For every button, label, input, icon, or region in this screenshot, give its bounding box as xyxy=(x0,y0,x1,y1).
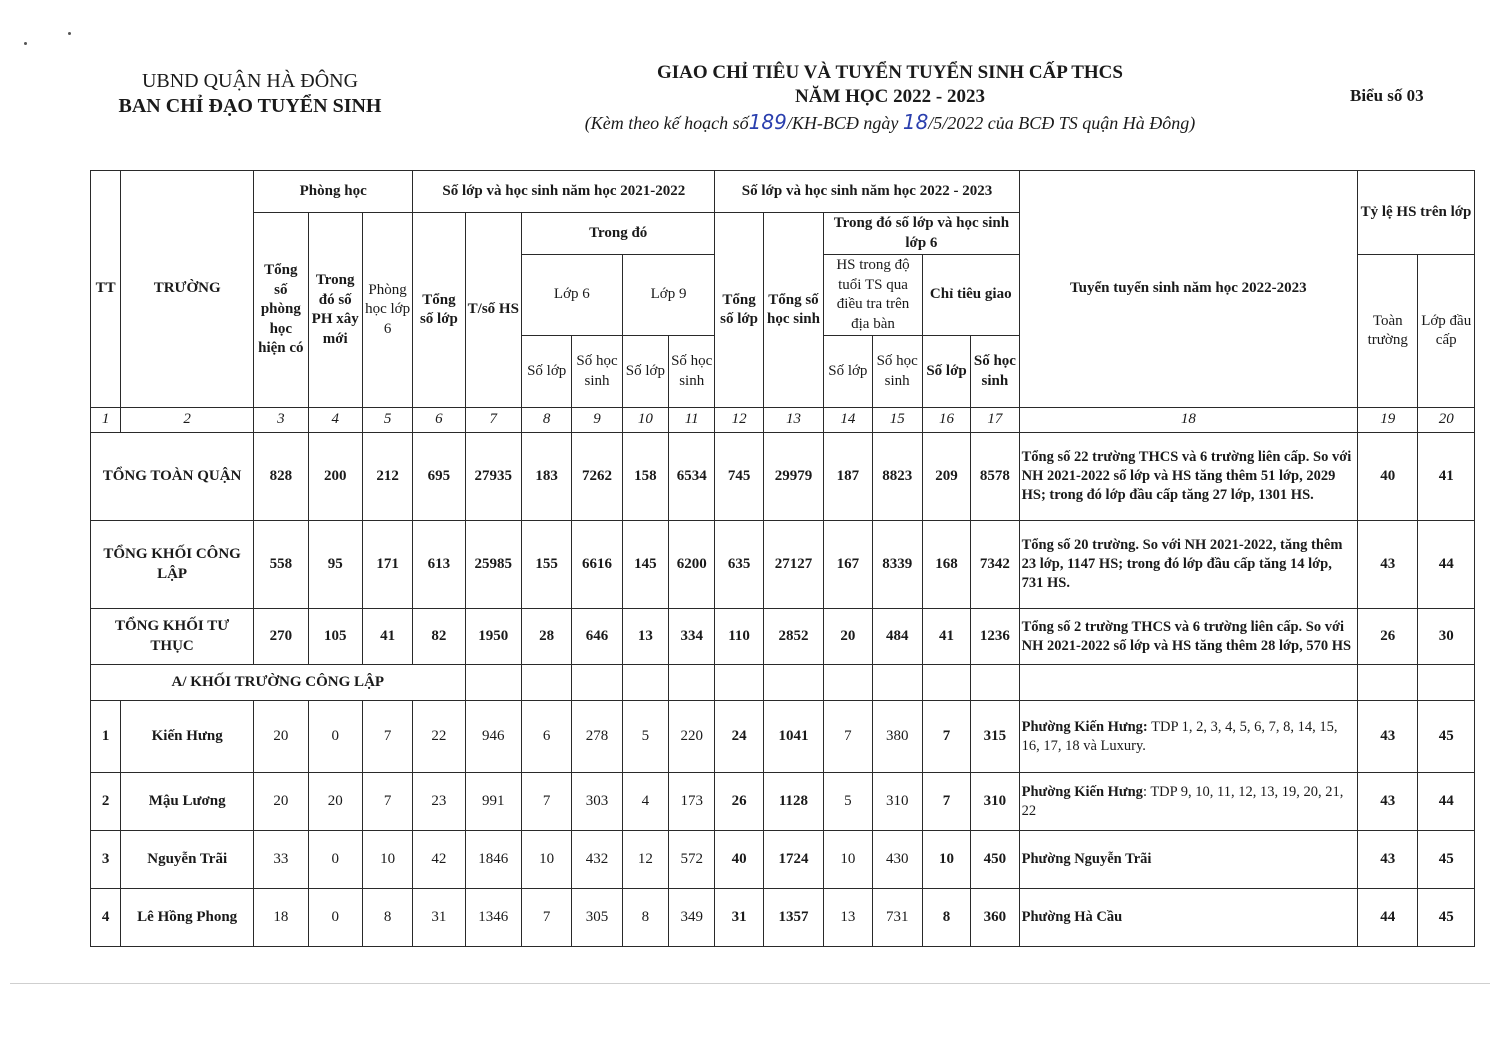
total-value: 171 xyxy=(362,521,412,609)
ratio-value: 45 xyxy=(1418,889,1475,947)
school-value: 1041 xyxy=(763,701,823,773)
title-line-2: NĂM HỌC 2022 - 2023 xyxy=(795,86,985,107)
total-value: 13 xyxy=(622,609,668,665)
total-row xyxy=(91,521,1475,609)
ratio-value: 41 xyxy=(1418,433,1475,521)
ratio-value: 45 xyxy=(1418,701,1475,773)
header-toan-truong: Toàn trường xyxy=(1358,255,1418,408)
header-chi-tieu-giao: Chỉ tiêu giao xyxy=(922,255,1019,336)
school-value: 1346 xyxy=(465,889,521,947)
column-number: 13 xyxy=(763,408,823,433)
header-tong-so-hoc-sinh: Tổng số học sinh xyxy=(763,213,823,408)
header-so-lop: Số lớp xyxy=(824,336,872,408)
total-row xyxy=(91,609,1475,665)
school-name: Lê Hồng Phong xyxy=(121,889,254,947)
school-value: 315 xyxy=(971,701,1019,773)
school-value: 220 xyxy=(669,701,715,773)
school-value: 26 xyxy=(715,773,763,831)
total-value: 6200 xyxy=(669,521,715,609)
school-row xyxy=(91,889,1475,947)
school-value: 8 xyxy=(622,889,668,947)
admission-area xyxy=(1019,831,1357,889)
total-value: 20 xyxy=(824,609,872,665)
total-value: 167 xyxy=(824,521,872,609)
empty-cell xyxy=(922,665,970,701)
school-value: 12 xyxy=(622,831,668,889)
header-lop9: Lớp 9 xyxy=(622,255,715,336)
empty-cell xyxy=(622,665,668,701)
section-title: A/ KHỐI TRƯỜNG CÔNG LẬP xyxy=(91,665,466,701)
header-phong-hoc-lop6: Phòng học lớp 6 xyxy=(362,213,412,408)
school-value: 1724 xyxy=(763,831,823,889)
school-value: 7 xyxy=(522,773,572,831)
total-value: 613 xyxy=(413,521,465,609)
scan-speck xyxy=(24,42,27,45)
school-value: 10 xyxy=(362,831,412,889)
total-value: 145 xyxy=(622,521,668,609)
school-value: 0 xyxy=(308,889,362,947)
school-value: 42 xyxy=(413,831,465,889)
header-tong-so-lop: Tổng số lớp xyxy=(413,213,465,408)
header-so-hoc-sinh: Số học sinh xyxy=(971,336,1019,408)
header-trong-do-lop6: Trong đó số lớp và học sinh lớp 6 xyxy=(824,213,1019,255)
total-value: 183 xyxy=(522,433,572,521)
scan-speck xyxy=(68,32,71,35)
school-value: 432 xyxy=(572,831,622,889)
total-value: 558 xyxy=(254,521,308,609)
column-number: 5 xyxy=(362,408,412,433)
subtitle-pre: (Kèm theo kế hoạch số xyxy=(584,113,749,133)
ratio-value: 26 xyxy=(1358,609,1418,665)
school-value: 349 xyxy=(669,889,715,947)
school-index: 3 xyxy=(91,831,121,889)
title-line-1: GIAO CHỈ TIÊU VÀ TUYỂN TUYỂN SINH CẤP THCS xyxy=(657,62,1123,83)
school-value: 303 xyxy=(572,773,622,831)
total-value: 8578 xyxy=(971,433,1019,521)
empty-cell xyxy=(465,665,521,701)
total-value: 95 xyxy=(308,521,362,609)
school-value: 20 xyxy=(254,773,308,831)
ratio-value: 44 xyxy=(1418,521,1475,609)
total-value: 209 xyxy=(922,433,970,521)
column-number: 11 xyxy=(669,408,715,433)
school-index: 2 xyxy=(91,773,121,831)
total-row xyxy=(91,433,1475,521)
area-ward: Phường Kiến Hưng xyxy=(1021,783,1143,800)
school-value: 450 xyxy=(971,831,1019,889)
header-tong-so-lop-2223: Tổng số lớp xyxy=(715,213,763,408)
total-value: 8339 xyxy=(872,521,922,609)
school-value: 6 xyxy=(522,701,572,773)
ratio-value: 43 xyxy=(1358,701,1418,773)
column-number: 4 xyxy=(308,408,362,433)
school-value: 20 xyxy=(308,773,362,831)
school-value: 572 xyxy=(669,831,715,889)
column-number: 16 xyxy=(922,408,970,433)
total-value: 28 xyxy=(522,609,572,665)
column-number: 17 xyxy=(971,408,1019,433)
header-tt: TT xyxy=(91,171,121,408)
total-value: 29979 xyxy=(763,433,823,521)
header-tuyen-sinh: Tuyển tuyển sinh năm học 2022-2023 xyxy=(1019,171,1357,408)
ratio-value: 43 xyxy=(1358,773,1418,831)
column-number: 19 xyxy=(1358,408,1418,433)
area-ward: Phường Nguyễn Trãi xyxy=(1021,851,1152,868)
form-number: Biểu số 03 xyxy=(1350,86,1424,105)
school-value: 22 xyxy=(413,701,465,773)
header-nh-2021-2022: Số lớp và học sinh năm học 2021-2022 xyxy=(413,171,715,213)
total-value: 828 xyxy=(254,433,308,521)
header-so-hoc-sinh: Số học sinh xyxy=(669,336,715,408)
school-value: 310 xyxy=(872,773,922,831)
ratio-value: 43 xyxy=(1358,521,1418,609)
header-lop6: Lớp 6 xyxy=(522,255,623,336)
empty-cell xyxy=(872,665,922,701)
section-row xyxy=(91,665,1475,701)
admission-note: Tổng số 22 trường THCS và 6 trường liên cấp. So với NH 2021-2022 số lớp và HS tăng thêm 51 lớp, 2029 HS; trong đó lớp đầu cấp tăng 27 lớp, 1301 HS. xyxy=(1019,433,1357,521)
header-truong: TRƯỜNG xyxy=(121,171,254,408)
empty-cell xyxy=(824,665,872,701)
school-value: 1846 xyxy=(465,831,521,889)
column-number-row xyxy=(91,408,1475,433)
total-value: 200 xyxy=(308,433,362,521)
total-value: 1950 xyxy=(465,609,521,665)
total-value: 105 xyxy=(308,609,362,665)
school-value: 31 xyxy=(413,889,465,947)
empty-cell xyxy=(763,665,823,701)
empty-cell xyxy=(572,665,622,701)
school-value: 20 xyxy=(254,701,308,773)
subtitle xyxy=(520,110,1260,134)
org-line-2: BAN CHỈ ĐẠO TUYỂN SINH xyxy=(118,95,382,117)
school-index: 4 xyxy=(91,889,121,947)
school-value: 0 xyxy=(308,831,362,889)
school-value: 4 xyxy=(622,773,668,831)
column-number: 3 xyxy=(254,408,308,433)
column-number: 1 xyxy=(91,408,121,433)
admission-area xyxy=(1019,701,1357,773)
ratio-value: 43 xyxy=(1358,831,1418,889)
school-name: Nguyễn Trãi xyxy=(121,831,254,889)
school-value: 0 xyxy=(308,701,362,773)
school-value: 31 xyxy=(715,889,763,947)
total-value: 7262 xyxy=(572,433,622,521)
table-body xyxy=(91,433,1475,947)
school-value: 7 xyxy=(362,701,412,773)
school-value: 18 xyxy=(254,889,308,947)
school-value: 173 xyxy=(669,773,715,831)
school-value: 10 xyxy=(922,831,970,889)
total-row-name: TỔNG KHỐI TƯ THỤC xyxy=(91,609,254,665)
empty-cell xyxy=(715,665,763,701)
total-value: 8823 xyxy=(872,433,922,521)
total-value: 158 xyxy=(622,433,668,521)
empty-cell xyxy=(669,665,715,701)
header-trong-do: Trong đó xyxy=(522,213,715,255)
school-value: 7 xyxy=(922,773,970,831)
total-value: 6534 xyxy=(669,433,715,521)
school-value: 8 xyxy=(922,889,970,947)
ratio-value: 44 xyxy=(1418,773,1475,831)
header-so-lop: Số lớp xyxy=(922,336,970,408)
issuing-organization xyxy=(100,70,400,118)
school-value: 380 xyxy=(872,701,922,773)
school-name: Mậu Lương xyxy=(121,773,254,831)
school-value: 310 xyxy=(971,773,1019,831)
school-value: 7 xyxy=(362,773,412,831)
school-row xyxy=(91,831,1475,889)
school-value: 731 xyxy=(872,889,922,947)
school-value: 7 xyxy=(522,889,572,947)
area-detail: TDP 1, 2, 3, 4, 5, 6, 7, 8, 14, 15, 16, 17, 18 và Luxury. xyxy=(1021,718,1338,754)
empty-cell xyxy=(1358,665,1418,701)
total-value: 635 xyxy=(715,521,763,609)
header-hs-do-tuoi: HS trong độ tuổi TS qua điều tra trên địa bàn xyxy=(824,255,923,336)
area-detail: : TDP 9, 10, 11, 12, 13, 19, 20, 21, 22 xyxy=(1021,783,1344,819)
total-value: 110 xyxy=(715,609,763,665)
column-number: 7 xyxy=(465,408,521,433)
header-so-lop: Số lớp xyxy=(522,336,572,408)
document-title xyxy=(520,62,1260,134)
school-value: 946 xyxy=(465,701,521,773)
column-number-row xyxy=(91,408,1475,433)
school-row xyxy=(91,773,1475,831)
empty-cell xyxy=(1418,665,1475,701)
admission-note: Tổng số 20 trường. So với NH 2021-2022, tăng thêm 23 lớp, 1147 HS; trong đó lớp đầu cấp tăng 14 lớp, 731 HS. xyxy=(1019,521,1357,609)
total-value: 334 xyxy=(669,609,715,665)
column-number: 14 xyxy=(824,408,872,433)
total-row-name: TỔNG TOÀN QUẬN xyxy=(91,433,254,521)
header-so-lop: Số lớp xyxy=(622,336,668,408)
header-ph-xay-moi: Trong đó số PH xây mới xyxy=(308,213,362,408)
column-number: 8 xyxy=(522,408,572,433)
school-index: 1 xyxy=(91,701,121,773)
school-value: 5 xyxy=(824,773,872,831)
column-number: 6 xyxy=(413,408,465,433)
school-value: 24 xyxy=(715,701,763,773)
admission-area xyxy=(1019,773,1357,831)
school-value: 1357 xyxy=(763,889,823,947)
school-value: 991 xyxy=(465,773,521,831)
total-value: 1236 xyxy=(971,609,1019,665)
empty-cell xyxy=(1019,665,1357,701)
column-number: 18 xyxy=(1019,408,1357,433)
empty-cell xyxy=(971,665,1019,701)
total-value: 2852 xyxy=(763,609,823,665)
total-value: 82 xyxy=(413,609,465,665)
total-value: 41 xyxy=(362,609,412,665)
school-value: 360 xyxy=(971,889,1019,947)
handwritten-day: 18 xyxy=(902,110,929,134)
area-ward: Phường Hà Cầu xyxy=(1021,909,1123,926)
total-value: 695 xyxy=(413,433,465,521)
school-value: 1128 xyxy=(763,773,823,831)
school-value: 10 xyxy=(824,831,872,889)
school-value: 23 xyxy=(413,773,465,831)
admission-area xyxy=(1019,889,1357,947)
column-number: 20 xyxy=(1418,408,1475,433)
school-row xyxy=(91,701,1475,773)
header-nh-2022-2023: Số lớp và học sinh năm học 2022 - 2023 xyxy=(715,171,1019,213)
total-value: 7342 xyxy=(971,521,1019,609)
total-value: 168 xyxy=(922,521,970,609)
total-value: 41 xyxy=(922,609,970,665)
header-tso-hs: T/số HS xyxy=(465,213,521,408)
org-line-1: UBND QUẬN HÀ ĐÔNG xyxy=(141,70,359,92)
school-value: 7 xyxy=(922,701,970,773)
total-value: 27935 xyxy=(465,433,521,521)
column-number: 15 xyxy=(872,408,922,433)
handwritten-number: 189 xyxy=(748,110,787,134)
school-value: 13 xyxy=(824,889,872,947)
scan-edge-line xyxy=(10,983,1490,984)
ratio-value: 44 xyxy=(1358,889,1418,947)
total-value: 6616 xyxy=(572,521,622,609)
school-value: 278 xyxy=(572,701,622,773)
ratio-value: 30 xyxy=(1418,609,1475,665)
header-phong-hoc: Phòng học xyxy=(254,171,413,213)
ratio-value: 45 xyxy=(1418,831,1475,889)
subtitle-post: /5/2022 của BCĐ TS quận Hà Đông) xyxy=(928,113,1196,133)
column-number: 10 xyxy=(622,408,668,433)
column-number: 2 xyxy=(121,408,254,433)
total-value: 155 xyxy=(522,521,572,609)
school-name: Kiến Hưng xyxy=(121,701,254,773)
school-value: 7 xyxy=(824,701,872,773)
enrollment-table xyxy=(90,170,1475,947)
school-value: 5 xyxy=(622,701,668,773)
header-ty-le: Tỷ lệ HS trên lớp xyxy=(1358,171,1475,255)
header-so-hoc-sinh: Số học sinh xyxy=(572,336,622,408)
header-tong-so-phong: Tổng số phòng học hiện có xyxy=(254,213,308,408)
total-row-name: TỔNG KHỐI CÔNG LẬP xyxy=(91,521,254,609)
total-value: 270 xyxy=(254,609,308,665)
total-value: 745 xyxy=(715,433,763,521)
subtitle-mid: /KH-BCĐ ngày xyxy=(786,113,903,133)
school-value: 430 xyxy=(872,831,922,889)
total-value: 27127 xyxy=(763,521,823,609)
ratio-value: 40 xyxy=(1358,433,1418,521)
school-value: 8 xyxy=(362,889,412,947)
column-number: 12 xyxy=(715,408,763,433)
school-value: 305 xyxy=(572,889,622,947)
total-value: 646 xyxy=(572,609,622,665)
total-value: 484 xyxy=(872,609,922,665)
header-so-hoc-sinh: Số học sinh xyxy=(872,336,922,408)
total-value: 212 xyxy=(362,433,412,521)
school-value: 33 xyxy=(254,831,308,889)
total-value: 187 xyxy=(824,433,872,521)
admission-note: Tổng số 2 trường THCS và 6 trường liên cấp. So với NH 2021-2022 số lớp và HS tăng thêm 28 lớp, 570 HS xyxy=(1019,609,1357,665)
column-number: 9 xyxy=(572,408,622,433)
empty-cell xyxy=(522,665,572,701)
school-value: 10 xyxy=(522,831,572,889)
school-value: 40 xyxy=(715,831,763,889)
header-lop-dau-cap: Lớp đầu cấp xyxy=(1418,255,1475,408)
area-ward: Phường Kiến Hưng: xyxy=(1021,718,1148,735)
total-value: 25985 xyxy=(465,521,521,609)
